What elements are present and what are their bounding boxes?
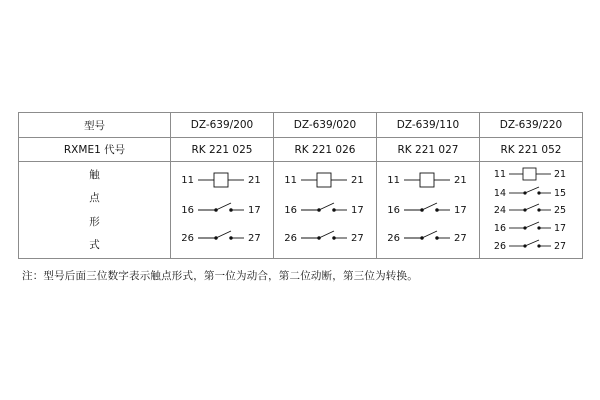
contact-diagram-group-4 <box>480 163 582 257</box>
contact-diagram-group-2 <box>274 163 376 257</box>
table-header-col-1: DZ-639/200 <box>171 113 274 138</box>
svg-text:27: 27 <box>351 233 364 244</box>
svg-text:16: 16 <box>284 205 297 216</box>
svg-text:11: 11 <box>181 175 194 186</box>
svg-text:17: 17 <box>454 205 467 216</box>
svg-text:16: 16 <box>493 223 506 234</box>
contact-diagram-svg-1 <box>174 166 270 254</box>
svg-text:17: 17 <box>351 205 364 216</box>
contact-label-char-1: 触 <box>89 168 100 181</box>
svg-text:25: 25 <box>554 205 567 216</box>
svg-text:21: 21 <box>351 175 364 186</box>
svg-text:27: 27 <box>554 241 567 252</box>
table-row-header <box>19 113 583 138</box>
cell-rxme1-1: RK 221 025 <box>171 138 274 162</box>
svg-text:21: 21 <box>554 169 567 180</box>
contact-diagram-svg-2 <box>277 166 373 254</box>
contact-label-char-2: 点 <box>89 192 100 204</box>
table-header-col-3: DZ-639/110 <box>377 113 480 138</box>
svg-text:21: 21 <box>248 175 261 186</box>
cell-rxme1-2: RK 221 026 <box>274 138 377 162</box>
table-row-rxme1-code <box>19 138 583 162</box>
row-label-rxme1: RXME1 代号 <box>19 138 171 162</box>
contact-diagram-group-3 <box>377 163 479 257</box>
svg-text:26: 26 <box>181 233 194 244</box>
table-note: 注：型号后面三位数字表示触点形式，第一位为动合，第二位动断，第三位为转换。 <box>22 270 418 282</box>
svg-text:17: 17 <box>248 205 261 216</box>
contact-label-char-3: 形 <box>89 215 100 228</box>
svg-text:16: 16 <box>387 205 400 216</box>
contact-label-char-4: 式 <box>89 239 100 251</box>
svg-text:27: 27 <box>248 233 261 244</box>
svg-text:26: 26 <box>387 233 400 244</box>
spec-table-container <box>18 112 582 259</box>
svg-text:17: 17 <box>554 223 567 234</box>
contact-diagram-cell-3 <box>377 162 480 259</box>
table-header-col-4: DZ-639/220 <box>480 113 583 138</box>
contact-diagram-cell-4 <box>480 162 583 259</box>
svg-text:27: 27 <box>454 233 467 244</box>
contact-diagram-cell-2 <box>274 162 377 259</box>
svg-text:26: 26 <box>284 233 297 244</box>
svg-text:24: 24 <box>493 205 506 216</box>
svg-text:15: 15 <box>554 188 567 199</box>
svg-text:11: 11 <box>493 169 506 180</box>
svg-text:14: 14 <box>493 188 506 199</box>
contact-diagram-group-1 <box>171 163 273 257</box>
svg-text:11: 11 <box>284 175 297 186</box>
table-header-col-2: DZ-639/020 <box>274 113 377 138</box>
spec-table <box>18 112 583 259</box>
svg-text:21: 21 <box>454 175 467 186</box>
cell-rxme1-4: RK 221 052 <box>480 138 583 162</box>
svg-text:11: 11 <box>387 175 400 186</box>
cell-rxme1-3: RK 221 027 <box>377 138 480 162</box>
svg-text:16: 16 <box>181 205 194 216</box>
svg-text:26: 26 <box>493 241 506 252</box>
row-label-contact-form <box>19 162 171 259</box>
contact-diagram-svg-4 <box>483 164 579 256</box>
contact-diagram-svg-3 <box>380 166 476 254</box>
table-header-model: 型号 <box>19 113 171 138</box>
contact-diagram-cell-1 <box>171 162 274 259</box>
table-row-contact-form <box>19 162 583 259</box>
